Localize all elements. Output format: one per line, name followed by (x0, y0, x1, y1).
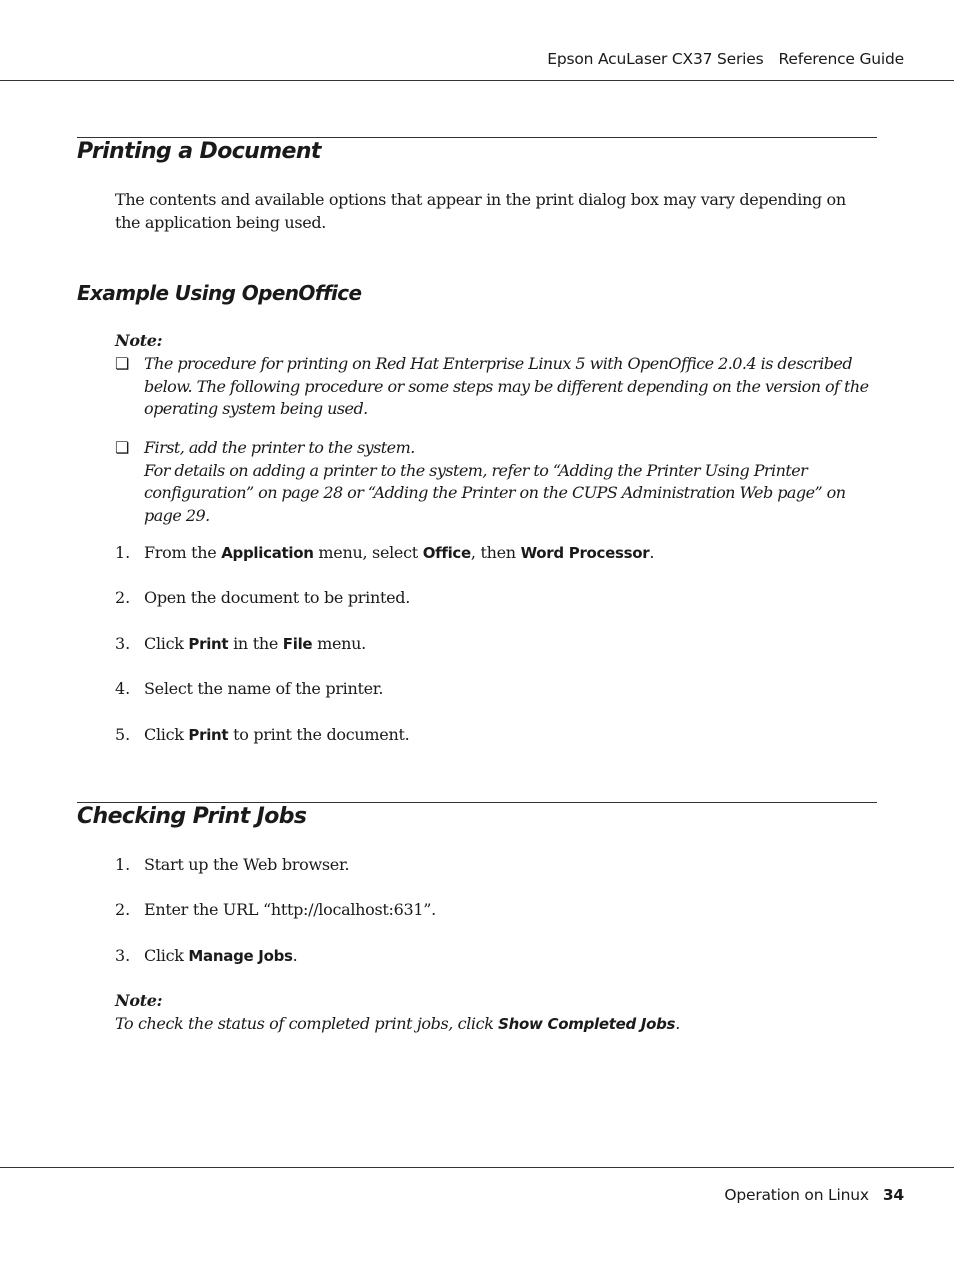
step-text: Open the document to be printed. (144, 588, 410, 607)
section-divider (77, 802, 877, 803)
ui-term-print: Print (188, 726, 229, 744)
section-divider (77, 137, 877, 138)
ui-term-word-processor: Word Processor (520, 544, 650, 562)
ui-term-file: File (282, 635, 313, 653)
step-number: 2. (115, 900, 131, 919)
step-text: Select the name of the printer. (144, 679, 384, 698)
ui-term-print: Print (188, 635, 229, 653)
step-number: 5. (115, 725, 131, 744)
note-item: The procedure for printing on Red Hat Enterprise Linux 5 with OpenOffice 2.0.4 is described below. The following procedure or some steps may be different depending on the version of the operating system being used. (144, 354, 869, 418)
step-text: From the Application menu, select Office, then Word Processor. (144, 543, 655, 562)
step-text: Start up the Web browser. (144, 855, 350, 874)
header-divider (0, 80, 954, 81)
page-number: 34 (882, 1186, 904, 1204)
header-guide: Reference Guide (778, 50, 904, 68)
ui-term-application: Application (221, 544, 314, 562)
step-text: Click Print in the File menu. (144, 634, 366, 653)
step-text: Click Print to print the document. (144, 725, 410, 744)
intro-paragraph: The contents and available options that appear in the print dialog box may vary depending on the application being used. (115, 190, 846, 232)
note-item-line: First, add the printer to the system. (144, 438, 415, 457)
checkbox-bullet-icon: ❏ (115, 354, 130, 373)
step-number: 1. (115, 543, 131, 562)
ui-term-manage-jobs: Manage Jobs (188, 947, 293, 965)
step-text: Click Manage Jobs. (144, 946, 298, 965)
step-number: 2. (115, 588, 131, 607)
note-item-detail: For details on adding a printer to the system, refer to “Adding the Printer Using Printer configuration” on page 28 or “Adding the Printer on the CUPS Administration Web page” on page 29. (144, 460, 846, 525)
checkbox-bullet-icon: ❏ (115, 438, 130, 457)
step-text: Enter the URL “http://localhost:631”. (144, 900, 436, 919)
header-product: Epson AcuLaser CX37 Series (547, 50, 764, 68)
note-text: To check the status of completed print jobs, click Show Completed Jobs. (115, 1014, 680, 1033)
ui-term-office: Office (422, 544, 471, 562)
step-number: 4. (115, 679, 131, 698)
footer-divider (0, 1167, 954, 1168)
note-label: Note: (115, 331, 163, 350)
ui-term-show-completed-jobs: Show Completed Jobs (498, 1015, 676, 1033)
step-number: 3. (115, 946, 131, 965)
footer-section: Operation on Linux (724, 1186, 869, 1204)
running-footer (724, 1186, 904, 1204)
running-header (547, 50, 904, 68)
note-item (144, 437, 884, 527)
step-number: 1. (115, 855, 131, 874)
note-label: Note: (115, 991, 163, 1010)
heading-printing-a-document: Printing a Document (77, 139, 321, 164)
heading-checking-print-jobs: Checking Print Jobs (77, 804, 307, 829)
step-number: 3. (115, 634, 131, 653)
heading-example-openoffice: Example Using OpenOffice (77, 281, 362, 305)
